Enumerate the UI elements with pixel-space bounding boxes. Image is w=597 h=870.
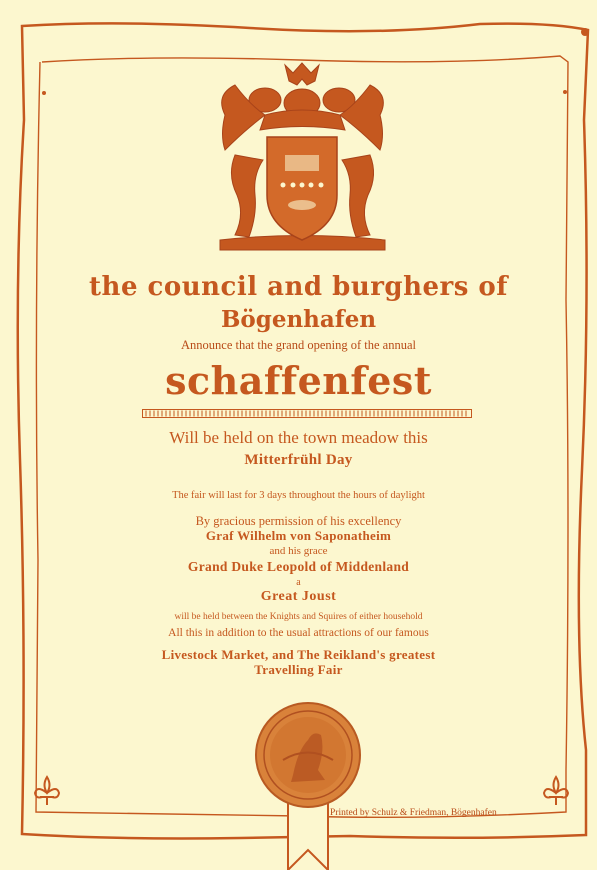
announce-text: Announce that the grand opening of the annual <box>181 338 416 352</box>
coat-of-arms-icon <box>205 55 400 255</box>
printer-credit: Printed by Schulz & Friedman, Bögenhafen <box>330 808 497 818</box>
joust-detail: will be held between the Knights and Squires of either household <box>174 612 423 622</box>
council-heading: the council and burghers of <box>89 272 508 302</box>
travelling-fair-text: Travelling Fair <box>254 662 343 677</box>
permission-text: By gracious permission of his excellency <box>195 514 402 528</box>
fleur-de-lis-icon <box>32 775 62 807</box>
joust-title: Great Joust <box>260 589 337 604</box>
venue-text: Will be held on the town meadow this <box>169 428 428 447</box>
graf-name: Graf Wilhelm von Saponatheim <box>205 528 392 543</box>
fleur-de-lis-icon <box>541 775 571 807</box>
duke-name: Grand Duke Leopold of Middenland <box>187 559 410 574</box>
duration-text: The fair will last for 3 days throughout the hours of daylight <box>172 490 425 501</box>
grace-text: and his grace <box>269 545 328 557</box>
decorative-divider <box>142 409 472 418</box>
festival-name: schaffenfest <box>165 358 432 403</box>
wax-seal-icon <box>253 700 363 870</box>
town-name: Bögenhafen <box>220 306 377 333</box>
attractions-text: All this in addition to the usual attractions of our famous <box>168 627 429 639</box>
livestock-text: Livestock Market, and The Reikland's greatest <box>161 647 436 662</box>
article-text: a <box>296 577 301 588</box>
day-text: Mitterfrühl Day <box>244 452 353 468</box>
